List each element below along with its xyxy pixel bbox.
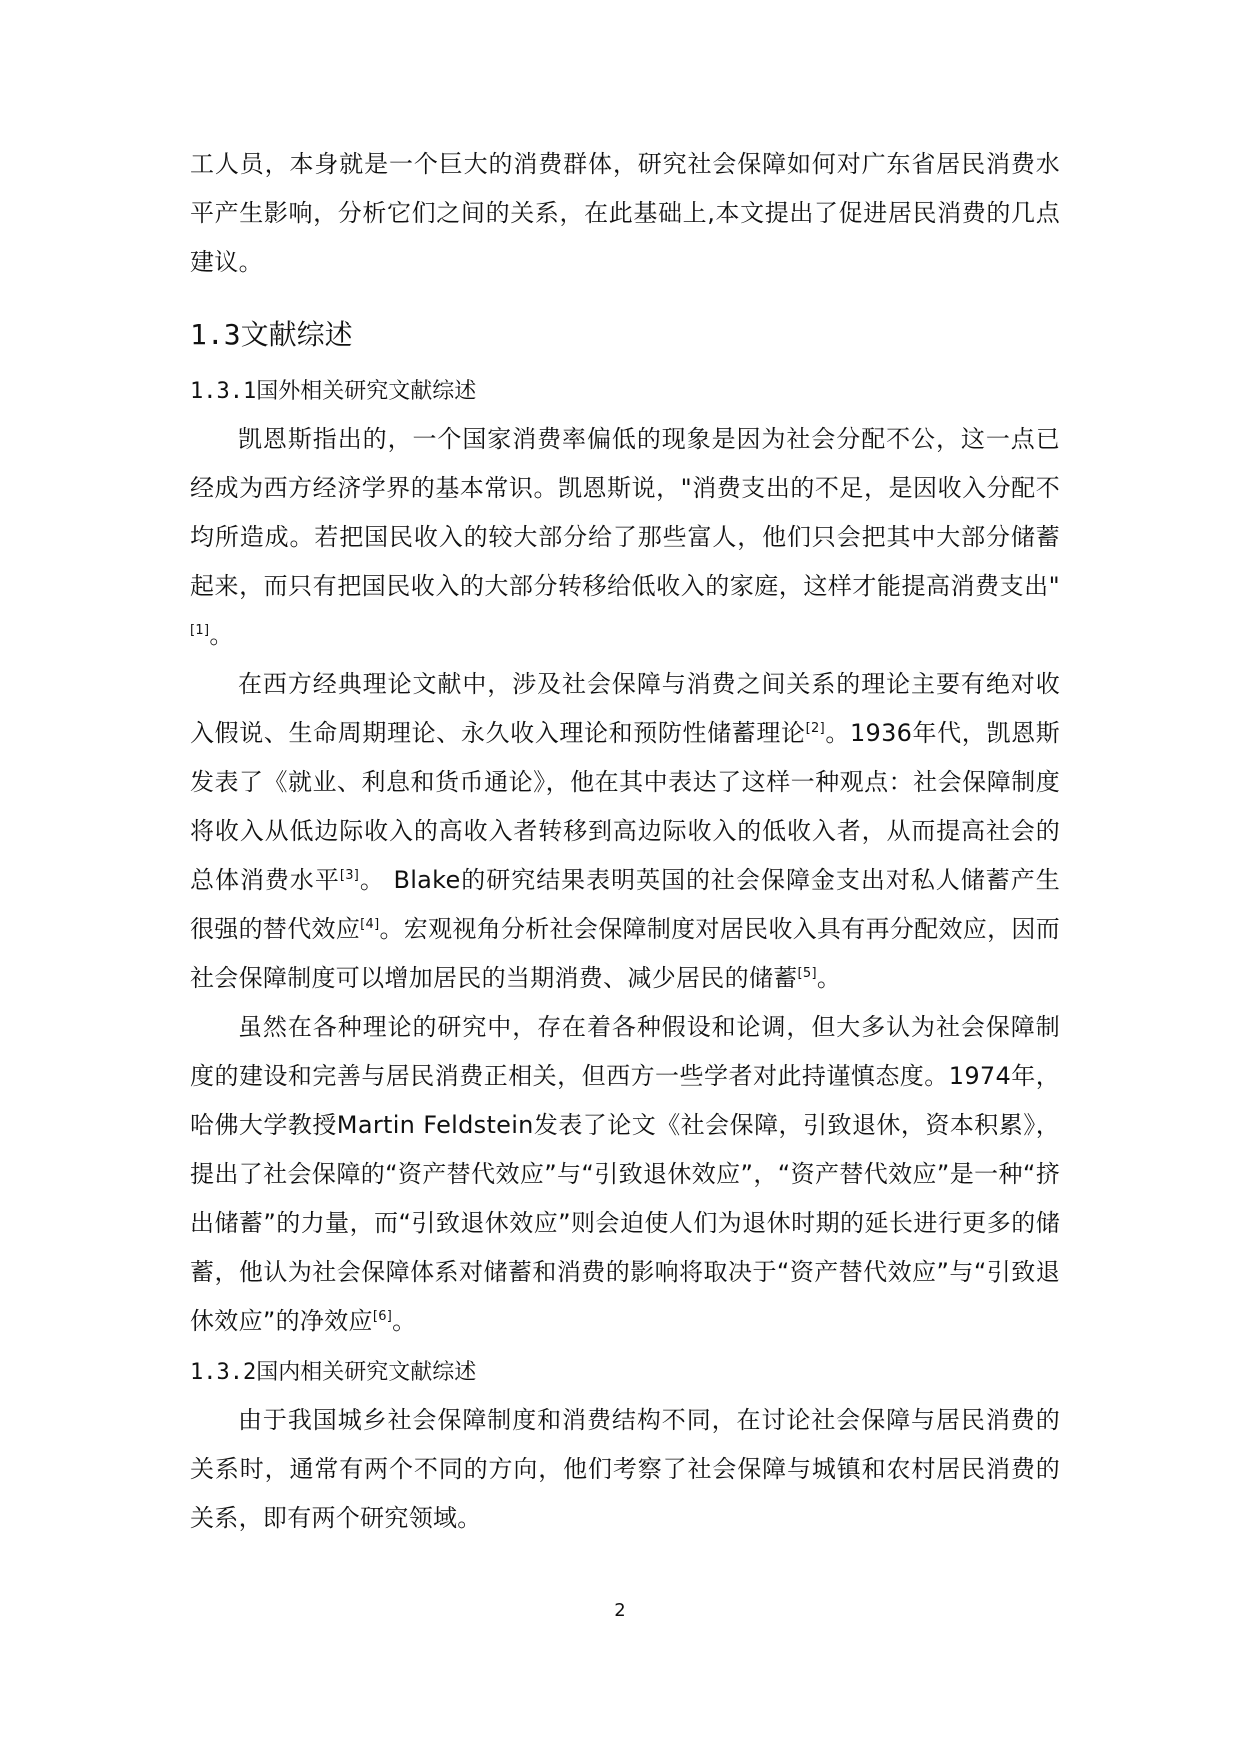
paragraph-feldstein <box>190 1003 1060 1346</box>
subsection-title: 国外相关研究文献综述 <box>256 379 477 404</box>
paragraph-keynes-distribution <box>190 415 1060 660</box>
citation-ref-2: [2] <box>805 721 825 736</box>
subsection-heading-1-3-1 <box>190 375 1060 409</box>
paragraph-text: 在西方经典理论文献中，涉及社会保障与消费之间关系的理论主要有绝对收入假说、生命周期理论、永久收入理论和预防性储蓄理论 <box>190 670 1060 747</box>
section-heading-1-3 <box>190 315 1060 355</box>
citation-ref-6: [6] <box>372 1309 393 1324</box>
section-number: 1.3 <box>190 318 241 351</box>
paragraph-end: 。 <box>816 964 842 992</box>
citation-ref-1: [1] <box>190 623 210 638</box>
page-number: 2 <box>614 1600 626 1621</box>
subsection-number: 1.3.1 <box>190 379 257 404</box>
paragraph-text: 。1936年代，凯恩斯发表了《就业、利息和货币通论》，他在其中表达了这样一种观点：社会保障制度将收入从低边际收入的高收入者转移到高边际收入的低收入者，从而提高社会的总体消费水平 <box>190 719 1060 894</box>
paragraph-text: 虽然在各种理论的研究中，存在着各种假设和论调，但大多认为社会保障制度的建设和完善与居民消费正相关，但西方一些学者对此持谨慎态度。1974年，哈佛大学教授Martin Feldstein发表了论文《社会保障，引致退休，资本积累》，提出了社会保障的“资产替代效应”与“引致退休效应”，“资产替代效应”是一种“挤出储蓄”的力量，而“引致退休效应”则会迫使人们为退休时期的延长进行更多的储蓄，他认为社会保障体系对储蓄和消费的影响将取决于“资产替代效应”与“引致退休效应”的净效应 <box>190 1013 1060 1335</box>
paragraph-text: 。 Blake的研究结果表明英国的社会保障金支出对私人储蓄产生很强的替代效应 <box>190 866 1060 943</box>
subsection-title: 国内相关研究文献综述 <box>256 1360 477 1385</box>
intro-paragraph: 工人员，本身就是一个巨大的消费群体，研究社会保障如何对广东省居民消费水平产生影响，分析它们之间的关系，在此基础上,本文提出了促进居民消费的几点建议。 <box>190 150 1060 276</box>
paragraph-domestic-research: 由于我国城乡社会保障制度和消费结构不同，在讨论社会保障与居民消费的关系时，通常有两个不同的方向，他们考察了社会保障与城镇和农村居民消费的关系，即有两个研究领域。 <box>190 1406 1060 1532</box>
paragraph-text: 凯恩斯指出的，一个国家消费率偏低的现象是因为社会分配不公，这一点已经成为西方经济学界的基本常识。凯恩斯说，"消费支出的不足，是因收入分配不均所造成。若把国民收入的较大部分给了那些富人，他们只会把其中大部分储蓄起来，而只有把国民收入的大部分转移给低收入的家庭，这样才能提高消费支出" <box>190 425 1060 600</box>
citation-ref-5: [5] <box>797 966 817 981</box>
paragraph-text: 。宏观视角分析社会保障制度对居民收入具有再分配效应，因而社会保障制度可以增加居民的当期消费、减少居民的储蓄 <box>190 915 1060 992</box>
document-body <box>190 140 1060 1543</box>
citation-ref-3: [3] <box>339 868 360 883</box>
paragraph-end: 。 <box>392 1307 417 1335</box>
section-title: 文献综述 <box>240 318 353 351</box>
paragraph-end: 。 <box>209 621 234 649</box>
paragraph-western-theories <box>190 660 1060 1003</box>
subsection-heading-1-3-2 <box>190 1356 1060 1390</box>
subsection-number: 1.3.2 <box>190 1360 257 1385</box>
citation-ref-4: [4] <box>360 917 380 932</box>
